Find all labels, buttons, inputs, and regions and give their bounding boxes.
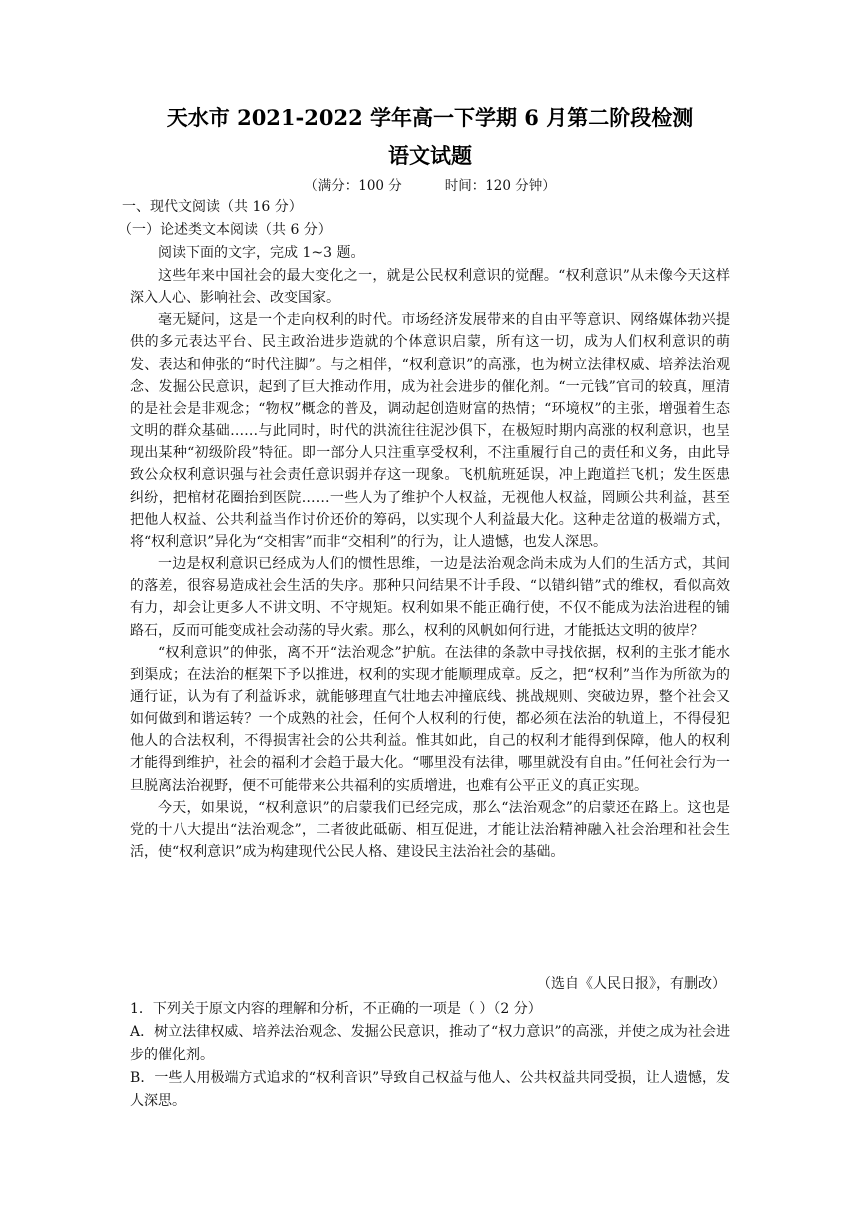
passage [130, 265, 730, 863]
passage-paragraph: 一边是权利意识已经成为人们的惯性思维，一边是法治观念尚未成为人们的生活方式，其间的落差，很容易造成社会生活的失序。那种只问结果不计手段、“以错纠错”式的维权，看似高效有力，却会让更多人不讲文明、不守规矩。权利如果不能正确行使，不仅不能成为法治进程的铺路石，反而可能变成社会动荡的导火索。那么，权利的风帆如何行进，才能抵达文明的彼岸？ [130, 556, 730, 639]
passage-paragraph: “权利意识”的伸张，离不开“法治观念”护航。在法律的条款中寻找依据，权利的主张才能水到渠成；在法治的框架下予以推进，权利的实现才能顺理成章。反之，把“权利”当作为所欲为的通行证，认为有了利益诉求，就能够理直气壮地去冲撞底线、挑战规则、突破边界，整个社会又如何做到和谐运转？一个成熟的社会，任何个人权利的行使，都必须在法治的轨道上，不得侵犯他人的合法权利，不得损害社会的公共利益。惟其如此，自己的权利才能得到保障，他人的权利才能得到维护，社会的福利才会趋于最大化。“哪里没有法律，哪里就没有自由。”任何社会行为一旦脱离法治视野，便不可能带来公共福利的实质增进，也难有公平正义的真正实现。 [130, 644, 730, 794]
subsection-heading: （一）论述类文本阅读（共 6 分） [118, 222, 332, 238]
reading-instruction: 阅读下面的文字，完成 1~3 题。 [158, 245, 365, 261]
passage-paragraph: 这些年来中国社会的最大变化之一，就是公民权利意识的觉醒。“权利意识”从未像今天这样深入人心、影响社会、改变国家。 [130, 268, 730, 307]
source-citation: （选自《人民日报》，有删改） [537, 976, 726, 992]
question-stem: 1．下列关于原文内容的理解和分析，不正确的一项是（ ）（2 分） [130, 1001, 542, 1017]
exam-subject: 语文试题 [388, 143, 472, 168]
passage-paragraph: 今天，如果说，“权利意识”的启蒙我们已经完成，那么“法治观念”的启蒙还在路上。这也是党的十八大提出“法治观念”，二者彼此砥砺、相互促进，才能让法治精神融入社会治理和社会生活，使“权利意识”成为构建现代公民人格、建设民主法治社会的基础。 [130, 799, 730, 861]
section-heading: 一、现代文阅读（共 16 分） [122, 199, 303, 215]
option-b: B．一些人用极端方式追求的“权利音识”导致自己权益与他人、公共权益共同受损，让人遗憾，发人深思。 [130, 1070, 730, 1109]
exam-meta: （满分：100 分 时间：120 分钟） [304, 178, 556, 194]
question-1 [130, 998, 730, 1113]
option-a: A．树立法律权威、培养法治观念、发掘公民意识，推动了“权力意识”的高涨，并使之成为社会进步的催化剂。 [130, 1024, 730, 1063]
passage-paragraph: 毫无疑问，这是一个走向权利的时代。市场经济发展带来的自由平等意识、网络媒体勃兴提供的多元表达平台、民主政治进步造就的个体意识启蒙，所有这一切，成为人们权利意识的萌发、表达和伸张的“时代注脚”。与之相伴，“权利意识”的高涨，也为树立法律权威、培养法治观念、发掘公民意识，起到了巨大推动作用，成为社会进步的催化剂。“一元钱”官司的较真，厘清的是社会是非观念；“物权”概念的普及，调动起创造财富的热情；“环境权”的主张，增强着生态文明的群众基础……与此同时，时代的洪流往往泥沙俱下，在极短时期内高涨的权利意识，也呈现出某种“初级阶段”特征。即一部分人只注重享受权利，不注重履行自己的责任和义务，由此导致公众权利意识强与社会责任意识弱并存这一现象。飞机航班延误，冲上跑道拦飞机；发生医患纠纷，把棺材花圈抬到医院……一些人为了维护个人权益，无视他人权益，罔顾公共利益，甚至把他人权益、公共利益当作讨价还价的筹码，以实现个人利益最大化。这种走岔道的极端方式，将“权利意识”异化为“交相害”而非“交相利”的行为，让人遗憾，也发人深思。 [130, 312, 730, 550]
exam-title: 天水市 2021-2022 学年高一下学期 6 月第二阶段检测 [166, 105, 694, 130]
